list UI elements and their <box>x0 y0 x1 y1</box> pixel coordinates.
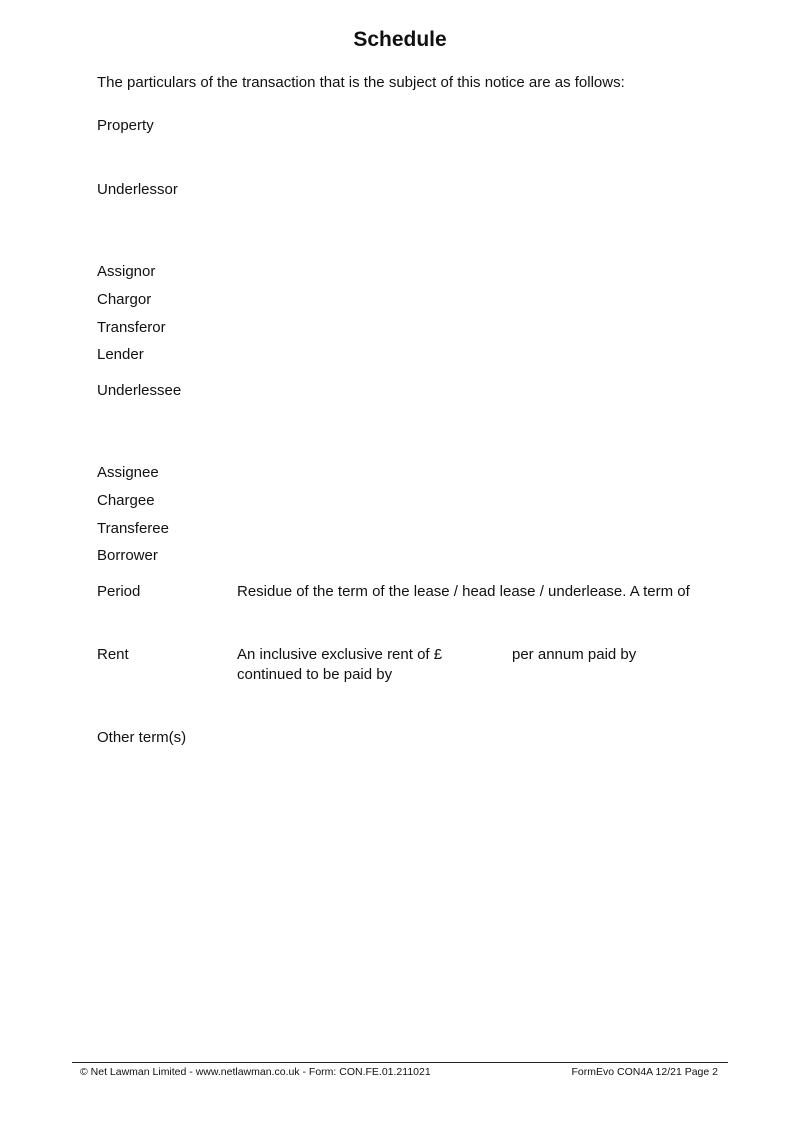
label-other-terms: Other term(s) <box>97 729 187 746</box>
label-transferee: Transferee <box>97 520 169 537</box>
label-underlessee: Underlessee <box>97 382 182 399</box>
intro-text: The particulars of the transaction that is the subject of this notice are as follows: <box>97 74 625 91</box>
label-period: Period <box>97 583 141 600</box>
rent-per-annum-text: per annum paid by <box>512 646 637 663</box>
page-title: Schedule <box>353 28 447 51</box>
footer-divider <box>72 1062 728 1063</box>
label-chargee: Chargee <box>97 492 155 509</box>
label-rent: Rent <box>97 646 129 663</box>
label-chargor: Chargor <box>97 291 152 308</box>
footer-copyright: © Net Lawman Limited - www.netlawman.co.uk - Form: CON.FE.01.211021 <box>80 1066 431 1078</box>
rent-text: An inclusive exclusive rent of £ <box>237 646 443 663</box>
label-assignor: Assignor <box>97 263 156 280</box>
label-assignee: Assignee <box>97 464 159 481</box>
label-borrower: Borrower <box>97 547 158 564</box>
label-lender: Lender <box>97 346 144 363</box>
footer-page-info: FormEvo CON4A 12/21 Page 2 <box>571 1066 718 1078</box>
label-property: Property <box>97 117 154 134</box>
label-underlessor: Underlessor <box>97 181 178 198</box>
label-transferor: Transferor <box>97 319 166 336</box>
rent-continued-text: continued to be paid by <box>237 666 393 683</box>
period-text: Residue of the term of the lease / head lease / underlease. A term of <box>237 583 690 600</box>
